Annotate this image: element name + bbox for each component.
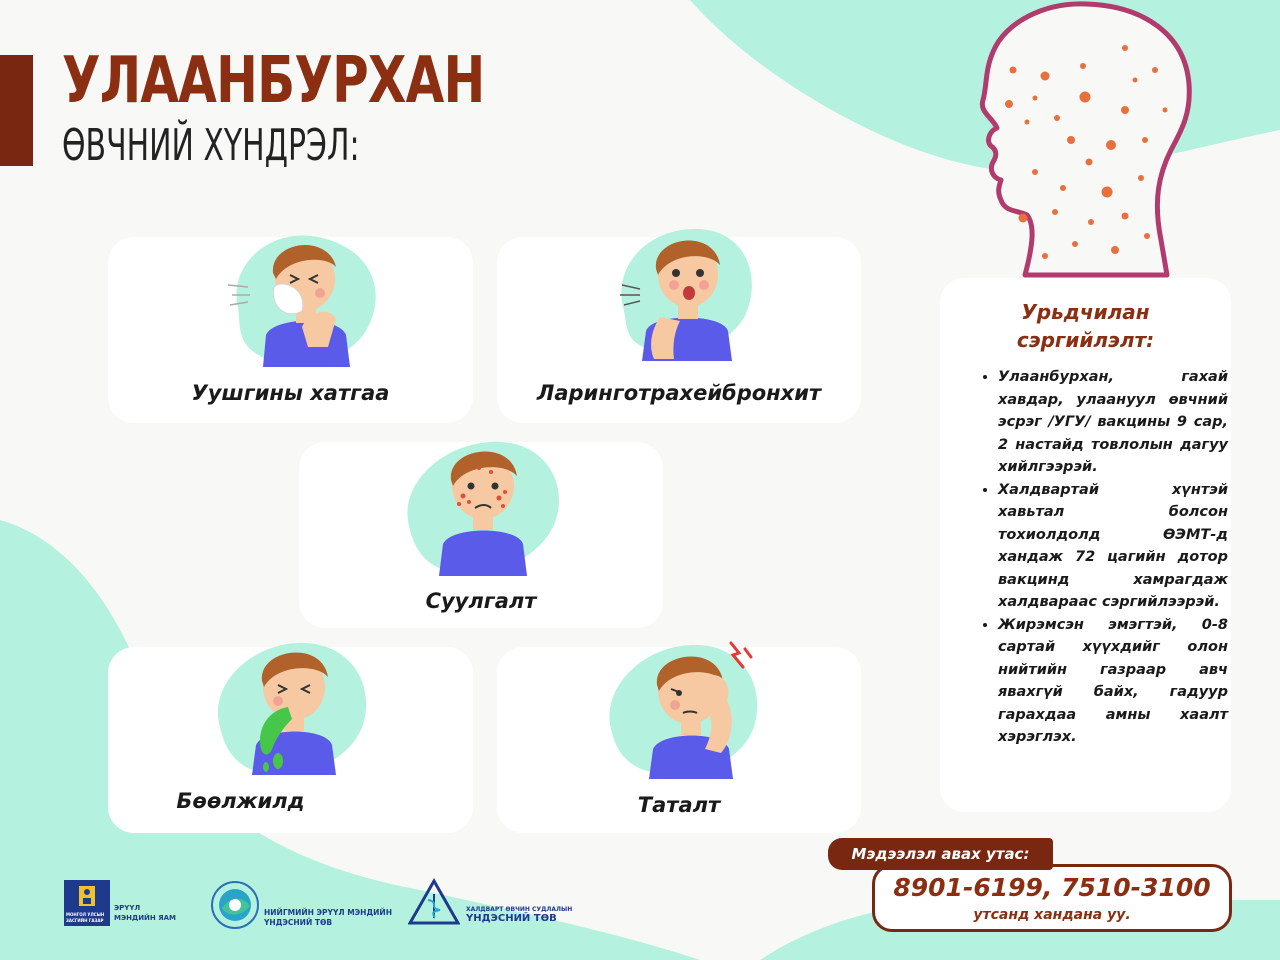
emblem-caption-1: МОНГОЛ УЛСЫН <box>66 912 105 917</box>
logo-text-line: МЭНДИЙН ЯАМ <box>114 914 176 922</box>
complication-card <box>108 647 473 833</box>
complication-card <box>108 237 473 423</box>
complication-card <box>497 647 861 833</box>
sick-boy-spots-icon <box>399 436 569 576</box>
vomiting-boy-icon <box>208 637 378 777</box>
prevention-item: • Улаанбурхан, гахай хавдар, улаануул өвчний эсрэг /УГУ/ вакцины 9 сар, 2 настайд товлолын дагуу хийлгээрэй. <box>998 366 1228 479</box>
prevention-list <box>970 366 1228 749</box>
emblem-caption-2: ЗАСГИЙН ГАЗАР <box>66 918 104 923</box>
prevention-title <box>940 298 1231 354</box>
logo-text-line: ХАЛДВАРТ ӨВЧИН СУДЛАЛЫН <box>466 906 573 913</box>
complication-label: Ларингoтрахейбронхит <box>536 381 822 405</box>
prevention-item: • Халдвартай хүнтэй хавьтал болсон тохиолдолд ӨЭМТ-д хандаж 72 цагийн дотор вакцинд хамрагдаж халдвараас сэргийлээрэй. <box>998 479 1228 614</box>
prevention-item: • Жирэмсэн эмэгтэй, 0-8 сартай хүүхдийг олон нийтийн газраар авч явахгүй байх, гадуур гарахдаа амны хаалт хэрэглэх. <box>998 614 1228 749</box>
logo-text-line: НИЙГМИЙН ЭРҮҮЛ МЭНДИЙН <box>264 908 392 917</box>
measles-head-icon <box>975 0 1215 280</box>
page-title: УЛААНБУРХАН <box>62 44 485 118</box>
title-accent-bar <box>0 55 33 166</box>
complication-card <box>299 442 663 628</box>
contact-box <box>872 864 1232 932</box>
prevention-title-line1: Урьдчилан <box>1021 300 1150 324</box>
prevention-panel <box>940 278 1231 812</box>
complication-label: Уушгины хатгаа <box>191 381 390 405</box>
logo-text-line: ҮНДЭСНИЙ ТӨВ <box>466 913 557 924</box>
infectious-disease-center-logo <box>408 878 588 928</box>
logo-text-line: ЭРҮҮЛ <box>114 904 141 912</box>
logo-text-line: ҮНДЭСНИЙ ТӨВ <box>264 918 333 927</box>
coughing-boy-icon <box>602 221 772 361</box>
contact-tag: Мэдээлэл авах утас: <box>828 838 1053 870</box>
sneezing-boy-icon <box>218 227 388 367</box>
public-health-center-logo <box>210 880 390 930</box>
contact-phone-numbers[interactable]: 8901-6199, 7510-3100 <box>893 873 1211 902</box>
prevention-title-line2: сэргийлэлт: <box>1016 328 1155 352</box>
complication-label: Суулгалт <box>425 589 537 613</box>
page-subtitle: ӨВЧНИЙ ХҮНДРЭЛ: <box>62 120 360 171</box>
complication-label: Бөөлжилд <box>176 789 305 813</box>
ministry-of-health-logo <box>64 880 204 928</box>
infectious-disease-emblem-icon <box>408 878 460 926</box>
contact-note: утсанд хандана уу. <box>973 907 1131 923</box>
complication-card <box>497 237 861 423</box>
public-health-emblem-icon <box>210 880 260 930</box>
headache-boy-icon <box>605 629 775 779</box>
complication-label: Таталт <box>637 793 721 817</box>
